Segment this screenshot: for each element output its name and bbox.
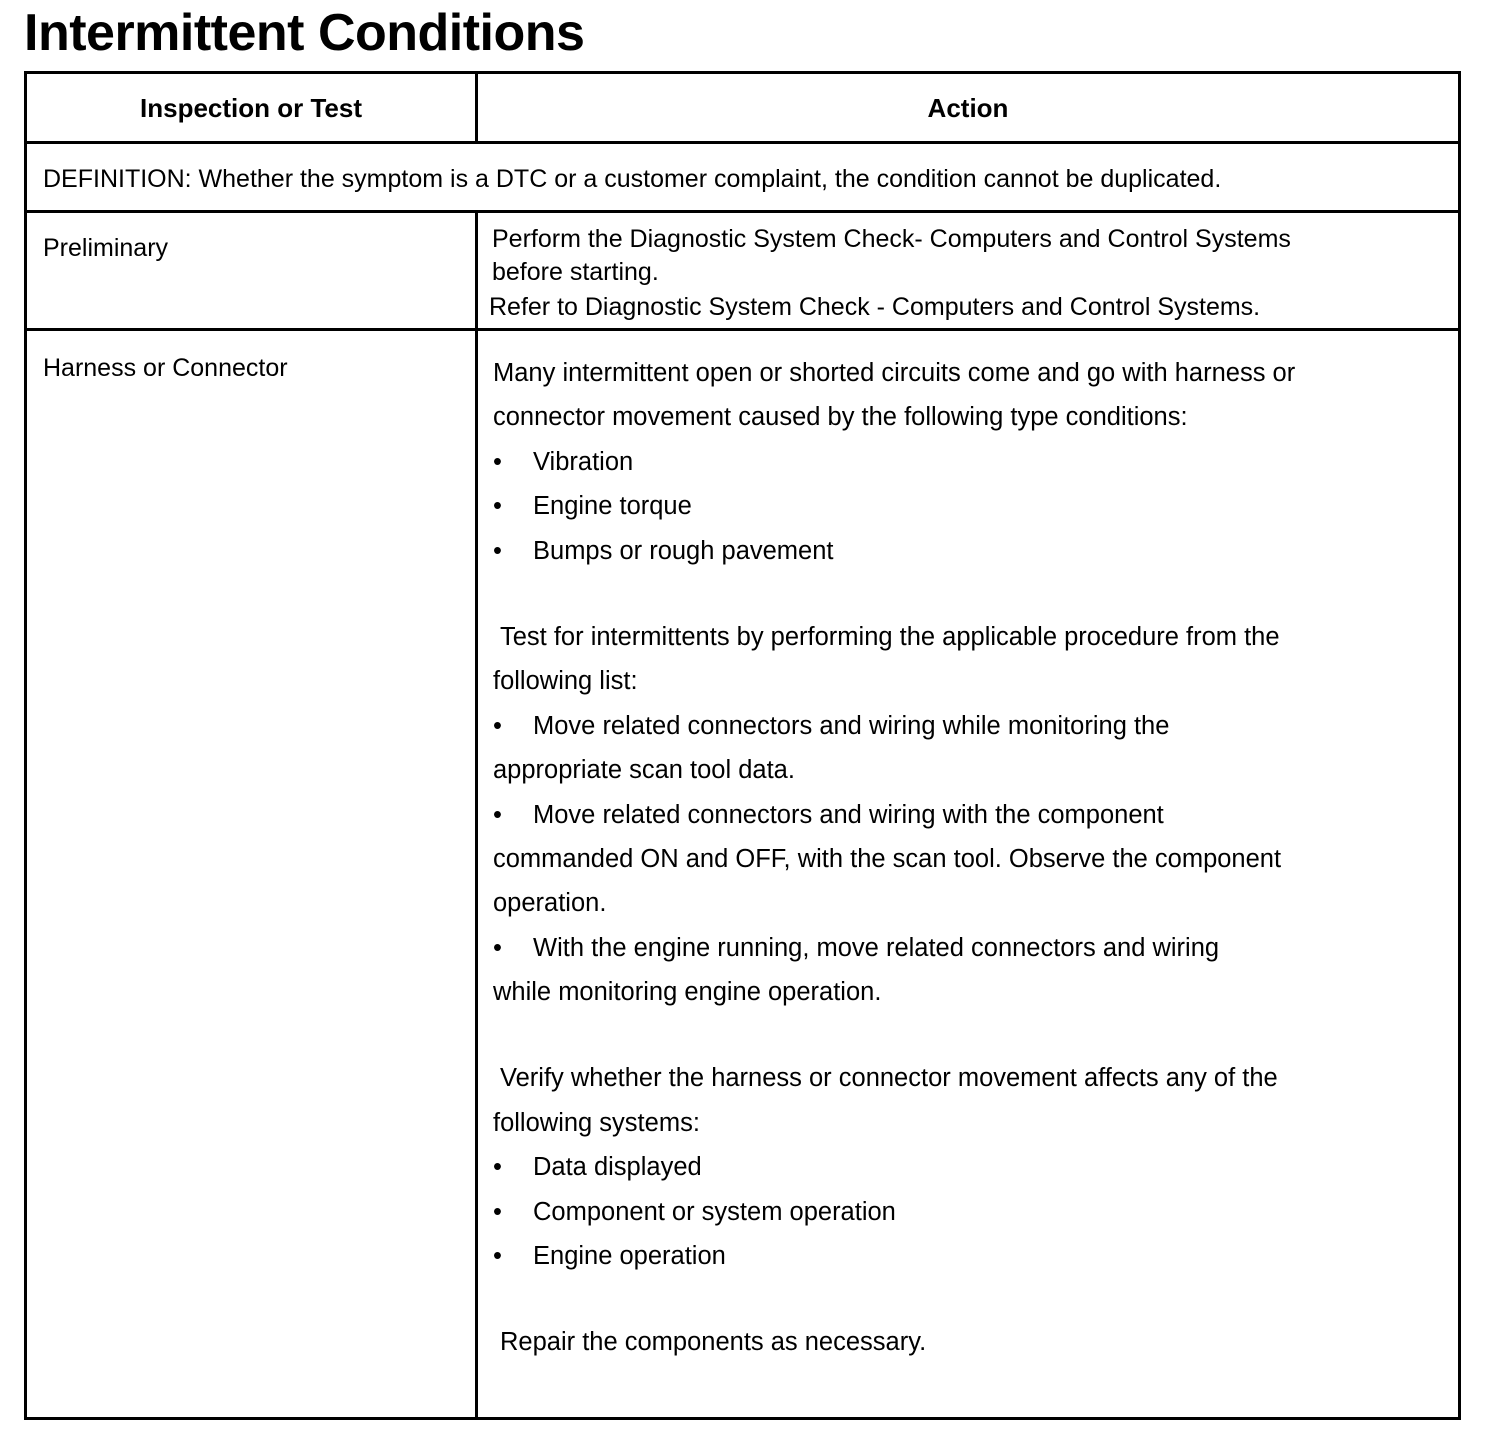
- test-intro-line: Test for intermittents by performing the applicable procedure from the: [500, 622, 1280, 651]
- condition-list-item: • Vibration: [493, 440, 1295, 484]
- definition-text: DEFINITION: Whether the symptom is a DTC or a customer complaint, the condition cannot be duplicated.: [43, 165, 1222, 193]
- verify-intro-line: Verify whether the harness or connector movement affects any of the: [500, 1064, 1278, 1093]
- page-title: Intermittent Conditions: [24, 4, 585, 62]
- system-list-item: • Data displayed: [493, 1145, 1295, 1189]
- intermittent-conditions-table: [24, 71, 1461, 1420]
- procedure-continuation-line: appropriate scan tool data.: [493, 756, 795, 785]
- bullet-icon: •: [493, 536, 502, 565]
- preliminary-row-divider: [27, 328, 1458, 331]
- action-intro-line: Many intermittent open or shorted circuits come and go with harness or: [493, 359, 1296, 387]
- procedure-list-item: • Move related connectors and wiring with the component: [493, 793, 1295, 837]
- preliminary-action-line: Perform the Diagnostic System Check- Computers and Control Systems: [492, 225, 1291, 253]
- column-header-action: Action: [927, 93, 1009, 123]
- bullet-icon: •: [493, 711, 502, 740]
- procedure-list-item: • With the engine running, move related connectors and wiring: [493, 926, 1295, 970]
- condition-list-item: • Engine torque: [493, 484, 1295, 528]
- procedure-continuation-line: operation.: [493, 889, 607, 918]
- repair-instruction: Repair the components as necessary.: [500, 1328, 927, 1357]
- bullet-icon: •: [493, 1242, 502, 1271]
- bullet-icon: •: [493, 1153, 502, 1182]
- definition-row-divider: [27, 210, 1458, 213]
- procedure-continuation-line: commanded ON and OFF, with the scan tool. Observe the component: [493, 844, 1282, 873]
- procedure-list-item: • Move related connectors and wiring while monitoring the: [493, 704, 1295, 748]
- column-header-inspection: Inspection or Test: [140, 93, 362, 123]
- column-divider-body: [475, 210, 478, 1420]
- condition-list-item: • Bumps or rough pavement: [493, 529, 1295, 573]
- header-row-divider: [27, 141, 1458, 144]
- preliminary-action-line: before starting.: [492, 258, 659, 286]
- bullet-icon: •: [493, 1197, 502, 1226]
- bullet-icon: •: [493, 447, 502, 476]
- bullet-icon: •: [493, 492, 502, 521]
- harness-action-content: [493, 351, 1295, 1365]
- verify-intro-line: following systems:: [493, 1108, 700, 1137]
- inspection-preliminary: Preliminary: [43, 234, 169, 262]
- bullet-icon: •: [493, 933, 502, 962]
- procedure-continuation-line: while monitoring engine operation.: [493, 978, 882, 1007]
- system-list-item: • Component or system operation: [493, 1190, 1295, 1234]
- inspection-harness-or-connector: Harness or Connector: [43, 354, 288, 382]
- action-intro-line: connector movement caused by the following type conditions:: [493, 403, 1188, 432]
- bullet-icon: •: [493, 800, 502, 829]
- preliminary-action-line: Refer to Diagnostic System Check - Computers and Control Systems.: [489, 293, 1261, 321]
- test-intro-line: following list:: [493, 667, 638, 696]
- system-list-item: • Engine operation: [493, 1234, 1295, 1278]
